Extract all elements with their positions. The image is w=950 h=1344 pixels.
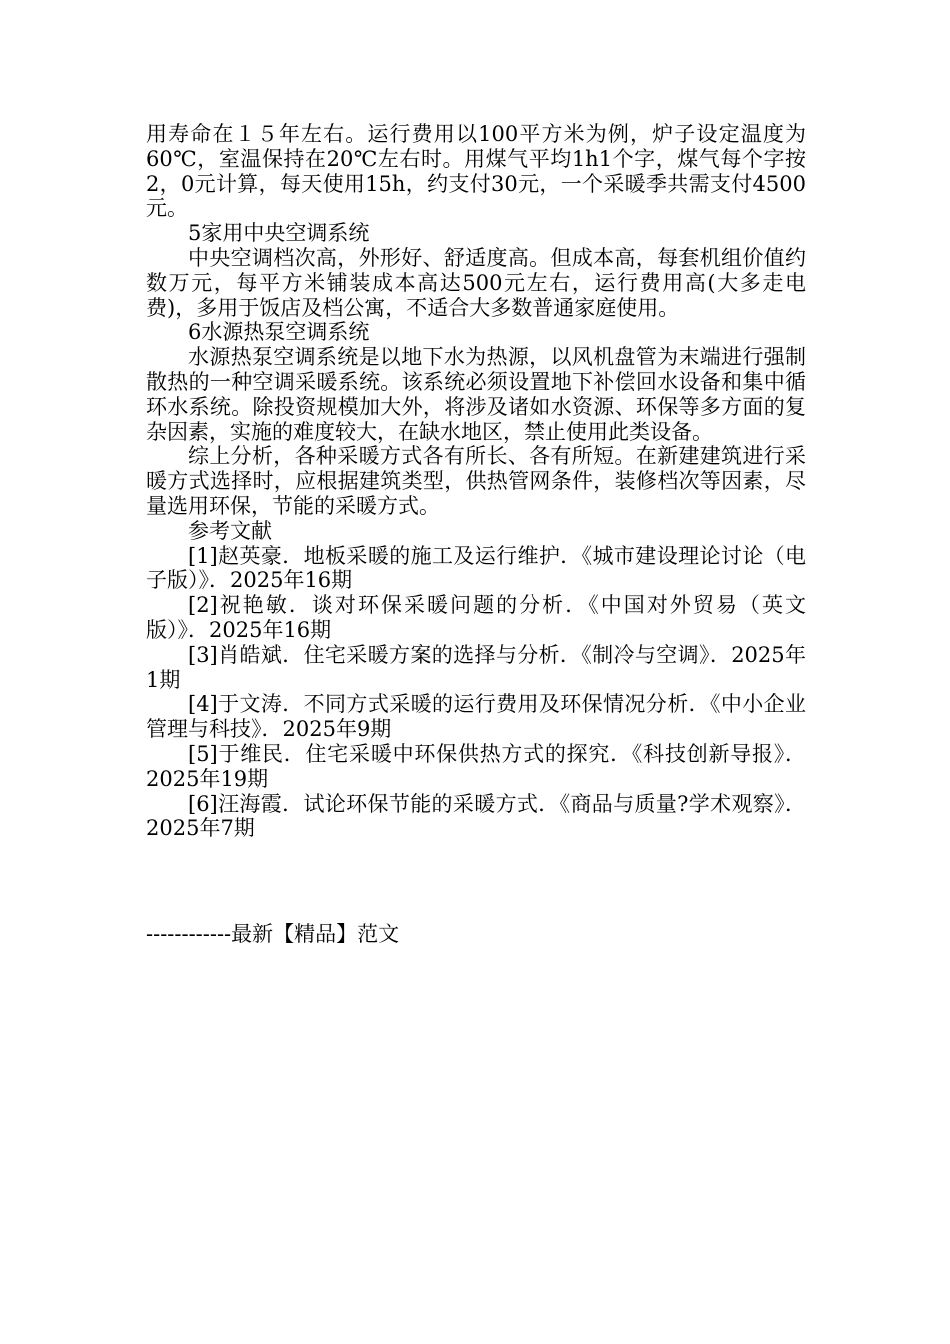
references-heading: 参考文献: [188, 518, 272, 543]
reference-item: [1]赵英豪．地板采暖的施工及运行维护．《城市建设理论讨论（电子版）》．2025年16期: [146, 543, 806, 593]
document-body: [146, 122, 806, 841]
paragraph-operating-cost: 用寿命在１５年左右。运行费用以100平方米为例，炉子设定温度为60℃，室温保持在20℃左右时。用煤气平均1h1个字，煤气每个字按2，0元计算，每天使用15h，约支付30元，一个采暖季共需支付4500元。: [146, 122, 806, 221]
reference-item: [2]祝艳敏．谈对环保采暖问题的分析．《中国对外贸易（英文版）》．2025年16期: [146, 593, 806, 642]
reference-item: [3]肖皓斌．住宅采暖方案的选择与分析．《制冷与空调》．2025年1期: [146, 642, 807, 692]
paragraph-water-source-heat-pump: 水源热泵空调系统是以地下水为热源，以风机盘管为末端进行强制散热的一种空调采暖系统。该系统必须设置地下补偿回水设备和集中循环水系统。除投资规模加大外，将涉及诸如水资源、环保等多方面的复杂因素，实施的难度较大，在缺水地区，禁止使用此类设备。: [146, 345, 806, 444]
paragraph-central-ac: 中央空调档次高，外形好、舒适度高。但成本高，每套机组价值约数万元，每平方米铺装成本高达500元左右，运行费用高(大多走电费)，多用于饭店及档公寓，不适合大多数普通家庭使用。: [146, 245, 806, 320]
reference-item: [6]汪海霞．试论环保节能的采暖方式．《商品与质量?学术观察》．2025年7期: [146, 791, 806, 841]
paragraph-summary: 综上分析，各种采暖方式各有所长、各有所短。在新建建筑进行采暖方式选择时，应根据建筑类型，供热管网条件，装修档次等因素，尽量选用环保，节能的采暖方式。: [146, 444, 806, 518]
section-heading-water-source-heat-pump: 6水源热泵空调系统: [188, 320, 370, 345]
reference-item: [4]于文涛．不同方式采暖的运行费用及环保情况分析．《中小企业管理与科技》．2025年9期: [146, 692, 806, 742]
page-footer: ------------最新【精品】范文: [146, 922, 400, 946]
reference-item: [5]于维民．住宅采暖中环保供热方式的探究．《科技创新导报》．2025年19期: [146, 741, 806, 791]
section-heading-central-ac: 5家用中央空调系统: [188, 221, 370, 246]
